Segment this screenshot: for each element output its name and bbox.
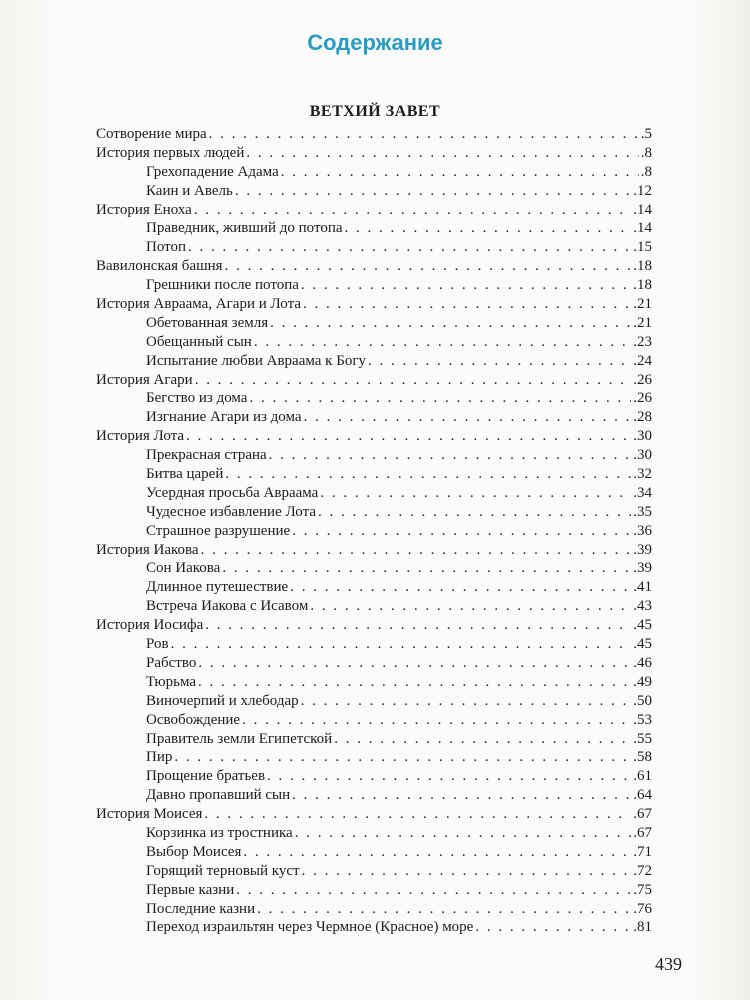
toc-entry-page: .15 — [633, 239, 652, 256]
dot-leader — [304, 408, 632, 427]
table-of-contents — [96, 125, 652, 937]
dot-leader — [222, 559, 631, 578]
toc-entry — [96, 182, 652, 201]
toc-entry — [96, 333, 652, 352]
toc-entry — [96, 276, 652, 295]
toc-entry-page: .8 — [640, 144, 652, 161]
dot-leader — [198, 654, 631, 673]
toc-entry — [96, 163, 652, 182]
toc-entry-page: .21 — [633, 314, 652, 331]
dot-leader — [254, 333, 631, 352]
toc-entry — [96, 767, 652, 786]
toc-entry-title: Испытание любви Авраама к Богу — [146, 352, 366, 369]
toc-entry — [96, 125, 652, 144]
toc-entry-title: Потоп — [146, 239, 187, 256]
toc-entry-title: Праведник, живший до потопа — [146, 220, 343, 237]
page-title: Содержание — [307, 30, 443, 55]
toc-entry-page: .14 — [633, 220, 652, 237]
dot-leader — [205, 616, 631, 635]
toc-entry-page: .71 — [633, 843, 652, 860]
toc-entry-title: Изгнание Агари из дома — [146, 409, 302, 426]
toc-entry-title: Встреча Иакова с Исавом — [146, 598, 309, 615]
toc-entry-title: Грешники после потопа — [146, 277, 299, 294]
dot-leader — [201, 541, 632, 560]
toc-entry-title: Виночерпий и хлебодар — [146, 692, 299, 709]
dot-leader — [267, 767, 631, 786]
toc-entry-page: .64 — [633, 787, 652, 804]
toc-entry-title: Обещанный сын — [146, 333, 252, 350]
toc-entry-title: Пир — [146, 749, 173, 766]
toc-entry-title: История первых людей — [96, 144, 245, 161]
dot-leader — [171, 635, 632, 654]
dot-leader — [368, 352, 631, 371]
toc-entry-title: Тюрьма — [146, 673, 197, 690]
dot-leader — [209, 125, 639, 144]
toc-entry-page: .61 — [633, 768, 652, 785]
toc-entry-page: .14 — [633, 201, 652, 218]
toc-entry-page: .81 — [633, 919, 652, 936]
toc-entry — [96, 692, 652, 711]
toc-entry — [96, 862, 652, 881]
dot-leader — [225, 257, 632, 276]
toc-entry-page: .50 — [633, 692, 652, 709]
dot-leader — [295, 824, 632, 843]
toc-entry-title: Горящий терновый куст — [146, 862, 300, 879]
toc-entry-title: Последние казни — [146, 900, 256, 917]
toc-entry — [96, 144, 652, 163]
toc-entry-title: Первые казни — [146, 881, 235, 898]
toc-entry — [96, 352, 652, 371]
toc-entry-page: .41 — [633, 579, 652, 596]
toc-entry-page: .45 — [633, 617, 652, 634]
dot-leader — [204, 805, 631, 824]
toc-entry-title: Переход израильтян через Чермное (Красное) море — [146, 919, 474, 936]
toc-entry-title: Прощение братьев — [146, 768, 266, 785]
toc-entry-page: .26 — [633, 371, 652, 388]
dot-leader — [302, 862, 632, 881]
toc-entry-title: Длинное путешествие — [146, 579, 289, 596]
dot-leader — [292, 522, 631, 541]
toc-entry-page: .46 — [633, 654, 652, 671]
toc-entry-title: Давно пропавший сын — [146, 787, 291, 804]
toc-entry — [96, 616, 652, 635]
toc-entry — [96, 295, 652, 314]
toc-entry-page: .23 — [633, 333, 652, 350]
dot-leader — [174, 748, 631, 767]
toc-entry-page: .32 — [633, 466, 652, 483]
toc-entry — [96, 843, 652, 862]
toc-entry-page: .45 — [633, 636, 652, 653]
page-number: 439 — [655, 954, 682, 974]
toc-entry — [96, 578, 652, 597]
toc-entry-title: Сон Иакова — [146, 560, 221, 577]
toc-entry-title: История Авраама, Агари и Лота — [96, 296, 301, 313]
toc-entry — [96, 314, 652, 333]
toc-entry — [96, 786, 652, 805]
toc-entry — [96, 711, 652, 730]
dot-leader — [475, 918, 631, 937]
toc-entry-title: История Иосифа — [96, 617, 204, 634]
toc-entry-title: Страшное разрушение — [146, 522, 291, 539]
toc-entry-page: .35 — [633, 503, 652, 520]
dot-leader — [188, 238, 631, 257]
toc-entry — [96, 465, 652, 484]
toc-entry-title: Каин и Авель — [146, 182, 233, 199]
toc-entry — [96, 541, 652, 560]
toc-entry — [96, 635, 652, 654]
toc-entry-page: .55 — [633, 730, 652, 747]
toc-entry — [96, 446, 652, 465]
toc-entry — [96, 730, 652, 749]
toc-entry-title: История Моисея — [96, 806, 203, 823]
dot-leader — [292, 786, 631, 805]
toc-entry-title: История Еноха — [96, 201, 192, 218]
toc-entry — [96, 257, 652, 276]
toc-entry — [96, 673, 652, 692]
toc-entry-title: Битва царей — [146, 466, 224, 483]
toc-entry-page: .49 — [633, 673, 652, 690]
dot-leader — [301, 692, 632, 711]
toc-entry-page: .26 — [633, 390, 652, 407]
toc-entry-title: История Иакова — [96, 541, 199, 558]
toc-entry — [96, 484, 652, 503]
toc-entry-title: Освобождение — [146, 711, 241, 728]
toc-entry-title: Бегство из дома — [146, 390, 248, 407]
dot-leader — [236, 881, 631, 900]
toc-entry-page: .21 — [633, 296, 652, 313]
toc-entry — [96, 748, 652, 767]
toc-entry-title: История Лота — [96, 428, 185, 445]
toc-entry — [96, 881, 652, 900]
toc-entry — [96, 503, 652, 522]
dot-leader — [242, 711, 631, 730]
toc-entry — [96, 238, 652, 257]
toc-entry-page: .12 — [633, 182, 652, 199]
toc-entry-page: .34 — [633, 484, 652, 501]
dot-leader — [235, 182, 631, 201]
toc-entry — [96, 918, 652, 937]
toc-entry-page: .67 — [633, 806, 652, 823]
dot-leader — [198, 673, 631, 692]
toc-entry-title: Грехопадение Адама — [146, 163, 279, 180]
toc-entry — [96, 559, 652, 578]
toc-entry-title: Корзинка из тростника — [146, 824, 293, 841]
dot-leader — [195, 371, 632, 390]
toc-entry — [96, 654, 652, 673]
toc-entry-page: .24 — [633, 352, 652, 369]
toc-entry-title: Выбор Моисея — [146, 843, 242, 860]
toc-entry-title: Обетованная земля — [146, 314, 269, 331]
dot-leader — [249, 389, 631, 408]
dot-leader — [318, 503, 631, 522]
dot-leader — [186, 427, 631, 446]
toc-entry-page: .58 — [633, 749, 652, 766]
toc-entry — [96, 522, 652, 541]
toc-entry-page: .53 — [633, 711, 652, 728]
toc-entry — [96, 371, 652, 390]
toc-entry-title: Чудесное избавление Лота — [146, 503, 316, 520]
dot-leader — [303, 295, 631, 314]
toc-entry-title: Вавилонская башня — [96, 258, 223, 275]
dot-leader — [310, 597, 631, 616]
dot-leader — [269, 446, 632, 465]
dot-leader — [246, 144, 638, 163]
toc-entry — [96, 805, 652, 824]
dot-leader — [257, 900, 631, 919]
dot-leader — [225, 465, 631, 484]
dot-leader — [243, 843, 631, 862]
dot-leader — [301, 276, 631, 295]
toc-entry — [96, 408, 652, 427]
toc-entry-page: .18 — [633, 277, 652, 294]
toc-entry-page: .18 — [633, 258, 652, 275]
toc-entry-page: .72 — [633, 862, 652, 879]
toc-entry-title: Прекрасная страна — [146, 447, 267, 464]
toc-entry-title: Рабство — [146, 654, 197, 671]
toc-entry-title: Сотворение мира — [96, 126, 207, 142]
toc-entry — [96, 219, 652, 238]
dot-leader — [345, 219, 632, 238]
toc-entry — [96, 389, 652, 408]
dot-leader — [194, 201, 631, 220]
toc-entry-title: Усердная просьба Авраама — [146, 484, 319, 501]
toc-entry-page: .43 — [633, 598, 652, 615]
toc-entry-page: .30 — [633, 447, 652, 464]
toc-entry — [96, 824, 652, 843]
toc-entry-page: .75 — [633, 881, 652, 898]
toc-entry-page: .5 — [640, 126, 652, 142]
toc-entry-page: .36 — [633, 522, 652, 539]
dot-leader — [290, 578, 631, 597]
toc-entry-title: Ров — [146, 636, 169, 653]
dot-leader — [281, 163, 639, 182]
toc-entry-page: .76 — [633, 900, 652, 917]
toc-entry-title: История Агари — [96, 371, 193, 388]
toc-entry-page: .28 — [633, 409, 652, 426]
toc-entry — [96, 597, 652, 616]
dot-leader — [320, 484, 631, 503]
toc-entry-page: .30 — [633, 428, 652, 445]
section-heading: ВЕТХИЙ ЗАВЕТ — [309, 103, 441, 120]
toc-entry — [96, 427, 652, 446]
toc-entry-title: Правитель земли Египетской — [146, 730, 333, 747]
toc-entry-page: .39 — [633, 541, 652, 558]
toc-entry — [96, 900, 652, 919]
toc-entry — [96, 201, 652, 220]
toc-entry-page: .67 — [633, 824, 652, 841]
dot-leader — [334, 730, 631, 749]
dot-leader — [270, 314, 631, 333]
toc-entry-page: .39 — [633, 560, 652, 577]
toc-entry-page: .8 — [640, 163, 652, 180]
